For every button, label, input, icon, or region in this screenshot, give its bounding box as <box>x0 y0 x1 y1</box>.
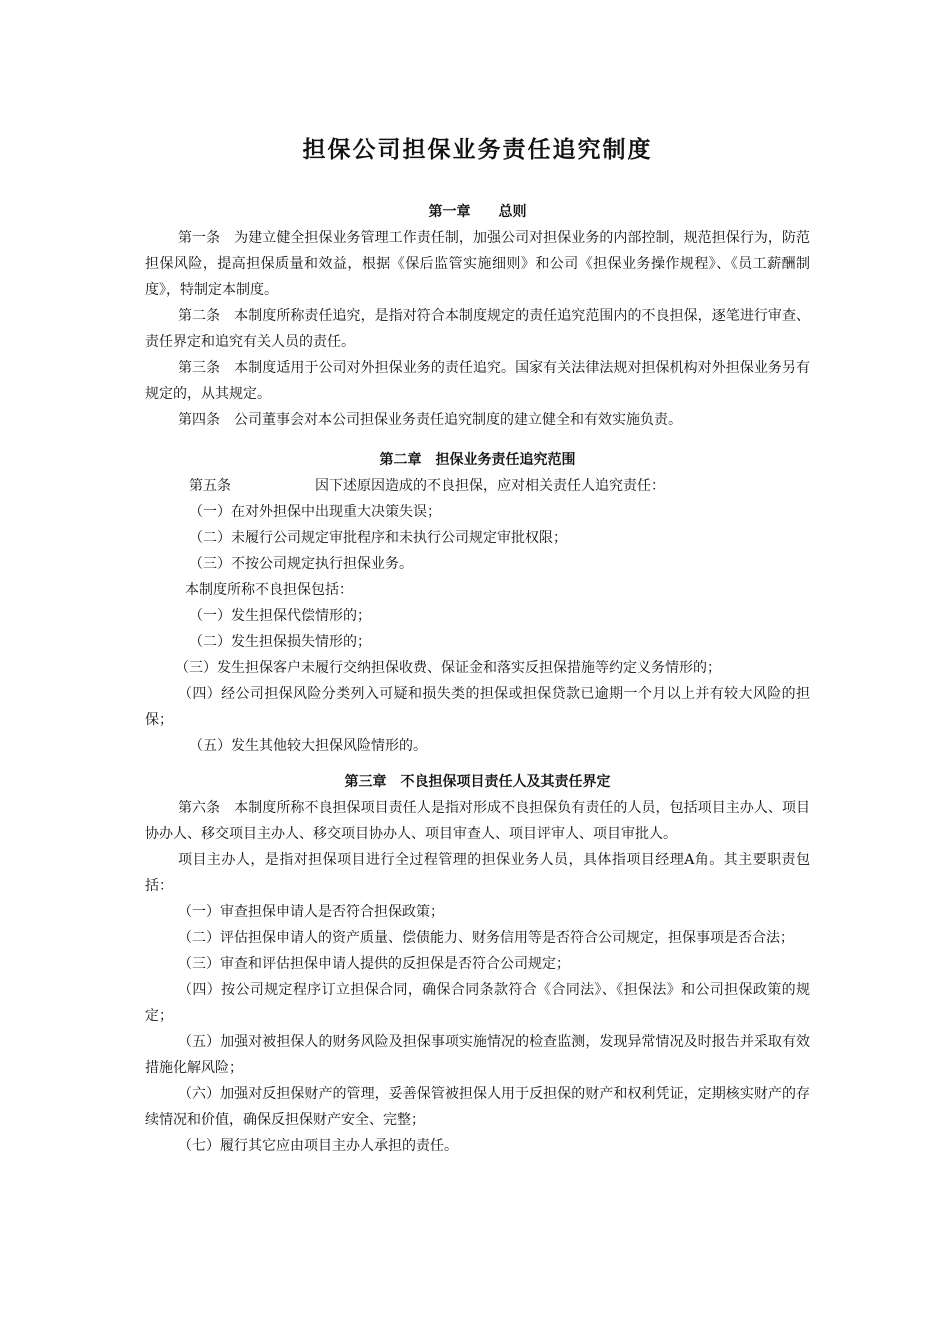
cause-item: （一）在对外担保中出现重大决策失误； <box>189 504 441 520</box>
article-5-text: 因下述原因造成的不良担保，应对相关责任人追究责任： <box>315 478 665 494</box>
chapter-2 <box>145 447 810 759</box>
bad-guarantee-item: （五）发生其他较大担保风险情形的。 <box>189 738 427 754</box>
article-6: 第六条 本制度所称不良担保项目责任人是指对形成不良担保负有责任的人员，包括项目主办人、项目协办人、移交项目主办人、移交项目协办人、项目审查人、项目评审人、项目审批人。 <box>145 800 810 842</box>
duty-item: （一）审查担保申请人是否符合担保政策； <box>178 904 444 920</box>
chapter-1 <box>145 199 810 433</box>
chapter-1-heading: 第一章 总则 <box>428 204 527 220</box>
article-2: 第二条 本制度所称责任追究，是指对符合本制度规定的责任追究范围内的不良担保，逐笔进行审查、责任界定和追究有关人员的责任。 <box>145 308 810 350</box>
chapter-3-heading: 第三章 不良担保项目责任人及其责任界定 <box>344 774 611 790</box>
bad-guarantee-item: （四）经公司担保风险分类列入可疑和损失类的担保或担保贷款已逾期一个月以上并有较大风险的担保； <box>145 686 810 728</box>
chapter-2-heading: 第二章 担保业务责任追究范围 <box>379 452 576 468</box>
article-3: 第三条 本制度适用于公司对外担保业务的责任追究。国家有关法律法规对担保机构对外担保业务另有规定的，从其规定。 <box>145 360 810 402</box>
cause-item: （三）不按公司规定执行担保业务。 <box>189 556 413 572</box>
duty-item: （六）加强对反担保财产的管理，妥善保管被担保人用于反担保的财产和权利凭证，定期核实财产的存续情况和价值，确保反担保财产安全、完整； <box>145 1086 810 1128</box>
article-1: 第一条 为建立健全担保业务管理工作责任制，加强公司对担保业务的内部控制，规范担保行为，防范担保风险，提高担保质量和效益，根据《保后监管实施细则》和公司《担保业务操作规程》、《员工薪酬制度》，特制定本制度。 <box>145 230 810 298</box>
bad-guarantee-intro: 本制度所称不良担保包括： <box>185 582 353 598</box>
duty-item: （三）审查和评估担保申请人提供的反担保是否符合公司规定； <box>178 956 570 972</box>
duty-item: （四）按公司规定程序订立担保合同，确保合同条款符合《合同法》、《担保法》和公司担保政策的规定； <box>145 982 810 1024</box>
project-host-intro: 项目主办人，是指对担保项目进行全过程管理的担保业务人员，具体指项目经理A角。其主要职责包括： <box>145 852 810 894</box>
cause-item: （二）未履行公司规定审批程序和未执行公司规定审批权限； <box>189 530 567 546</box>
duty-item: （七）履行其它应由项目主办人承担的责任。 <box>178 1138 458 1154</box>
article-5 <box>145 473 810 499</box>
article-4: 第四条 公司董事会对本公司担保业务责任追究制度的建立健全和有效实施负责。 <box>178 412 682 428</box>
bad-guarantee-item: （三）发生担保客户未履行交纳担保收费、保证金和落实反担保措施等约定义务情形的； <box>175 660 721 676</box>
bad-guarantee-item: （一）发生担保代偿情形的； <box>189 608 371 624</box>
bad-guarantee-item: （二）发生担保损失情形的； <box>189 634 371 650</box>
document-title: 担保公司担保业务责任追究制度 <box>302 137 653 163</box>
article-5-label: 第五条 <box>189 478 231 494</box>
chapter-3 <box>145 769 810 1159</box>
duty-item: （二）评估担保申请人的资产质量、偿债能力、财务信用等是否符合公司规定，担保事项是否合法； <box>178 930 794 946</box>
duty-item: （五）加强对被担保人的财务风险及担保事项实施情况的检查监测，发现异常情况及时报告并采取有效措施化解风险； <box>145 1034 810 1076</box>
